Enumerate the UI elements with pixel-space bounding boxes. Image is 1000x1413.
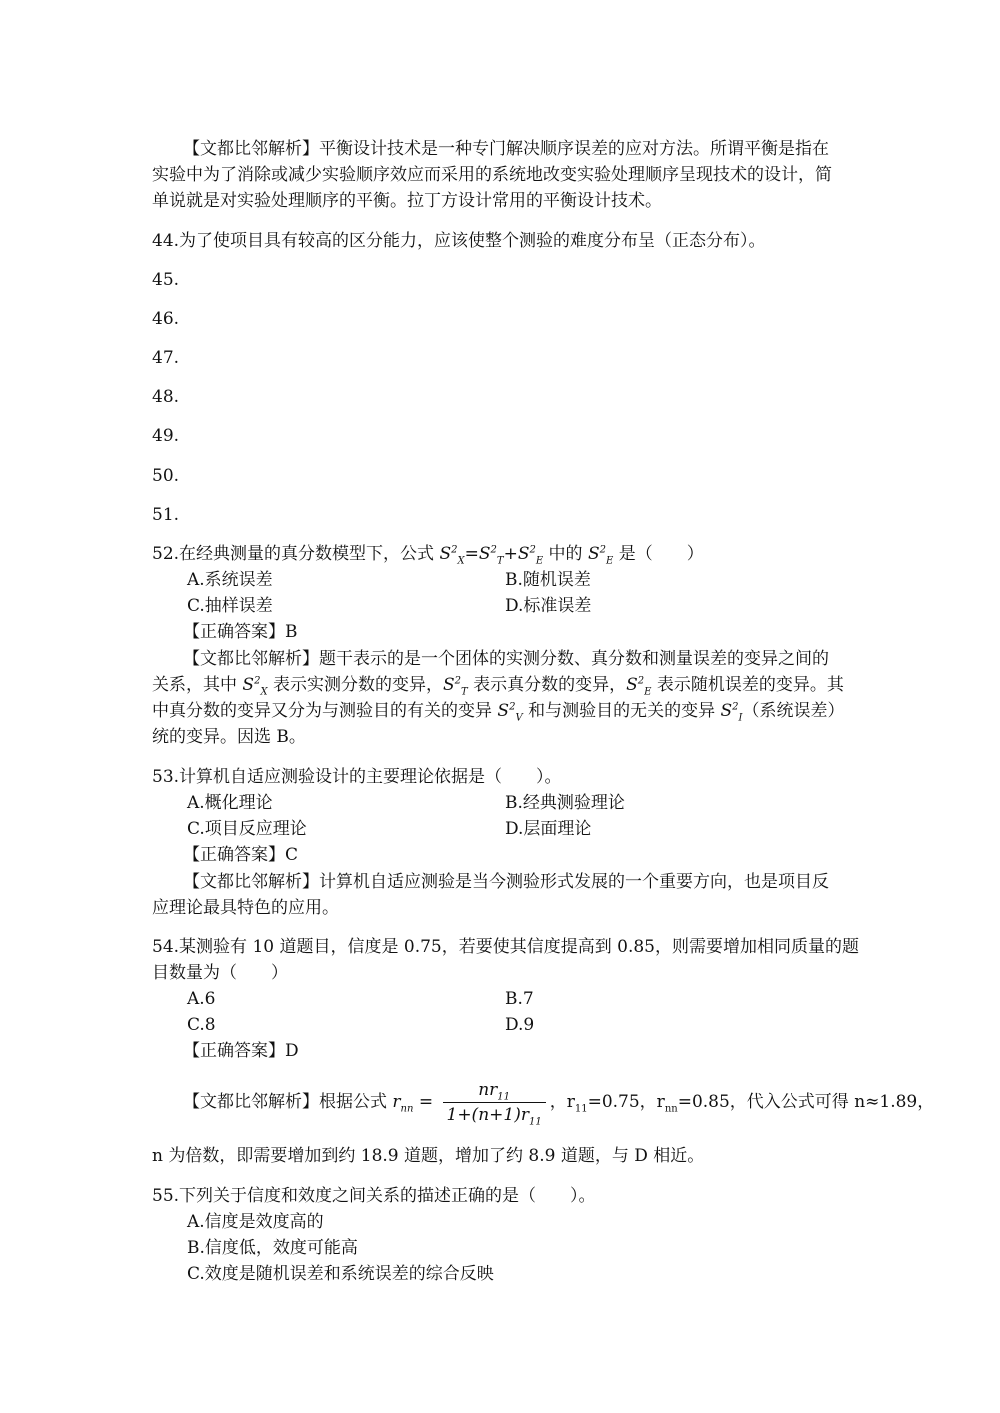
q54-analysis-line-1: 【文都比邻解析】根据公式 $r_{nn}$ = $\frac{nr_{11}}{1+(n+1)r_{11}}$ ，$r_{11}=0.75$，$r_{nn}=0.85$，代入公式可得 n≈1.89， xyxy=(183,1080,935,1128)
question-49-number: 49. xyxy=(152,426,180,446)
question-47-number: 47. xyxy=(152,348,180,368)
q52-option-c: C.抽样误差 xyxy=(187,596,273,616)
formula-se: $S^2_E$ xyxy=(517,544,544,567)
question-54-stem-line-1: 54.某测验有 10 道题目，信度是 0.75，若要使其信度提高到 0.85，则需要增加相同质量的题 xyxy=(152,937,859,957)
question-51-number: 51. xyxy=(152,505,180,525)
formula-sx: $S^2_X$ xyxy=(439,544,465,567)
question-52-stem: 52.在经典测量的真分数模型下，公式 $S^2_X=S^2_T+S^2_E$ 中的 $S^2_E$ 是（ ） xyxy=(152,544,704,567)
q54-option-c: C.8 xyxy=(187,1015,216,1035)
q54-option-b: B.7 xyxy=(505,989,534,1009)
q53-option-b: B.经典测验理论 xyxy=(505,793,625,813)
intro-analysis-line-3: 单说就是对实验处理顺序的平衡。拉丁方设计常用的平衡设计技术。 xyxy=(152,191,662,211)
formula-sv: $S^2_V$ xyxy=(497,701,523,724)
formula-st: $S^2_T$ xyxy=(478,544,504,567)
formula-se-2: $S^2_E$ xyxy=(626,675,652,698)
formula-sx-2: $S^2_X$ xyxy=(242,675,268,698)
question-46-number: 46. xyxy=(152,309,180,329)
q52-option-b: B.随机误差 xyxy=(505,570,591,590)
question-45-number: 45. xyxy=(152,270,180,290)
q52-analysis-line-1: 【文都比邻解析】题干表示的是一个团体的实测分数、真分数和测量误差的变异之间的 xyxy=(183,649,829,669)
formula-si: $S^2_I$ xyxy=(720,701,743,724)
fraction-numerator: $nr_{11}$ xyxy=(443,1078,546,1103)
question-53-stem: 53.计算机自适应测验设计的主要理论依据是（ ）。 xyxy=(152,767,562,787)
formula-rnn: $r_{nn}$ xyxy=(392,1092,414,1115)
q52-stem-prefix: 52.在经典测量的真分数模型下，公式 xyxy=(152,544,440,564)
q55-option-b: B.信度低，效度可能高 xyxy=(187,1238,358,1258)
q54-analysis-line-2: n 为倍数，即需要增加到约 18.9 道题，增加了约 8.9 道题，与 D 相近。 xyxy=(152,1146,705,1166)
q52-answer: 【正确答案】B xyxy=(183,622,298,642)
q53-option-d: D.层面理论 xyxy=(505,819,592,839)
question-54-stem-line-2: 目数量为（ ） xyxy=(152,963,288,983)
q54-option-d: D.9 xyxy=(505,1015,535,1035)
question-44: 44.为了使项目具有较高的区分能力，应该使整个测验的难度分布呈（正态分布）。 xyxy=(152,231,766,251)
q53-option-a: A.概化理论 xyxy=(187,793,273,813)
q52-option-a: A.系统误差 xyxy=(187,570,273,590)
q52-analysis-line-3: 中真分数的变异又分为与测验目的有关的变异 $S^2_V$ 和与测验目的无关的变异 $S^2_I$（系统误差） xyxy=(152,701,845,724)
q52-option-d: D.标准误差 xyxy=(505,596,592,616)
intro-analysis-line-2: 实验中为了消除或减少实验顺序效应而采用的系统地改变实验处理顺序呈现技术的设计，简 xyxy=(152,165,832,185)
q54-option-a: A.6 xyxy=(187,989,216,1009)
q53-option-c: C.项目反应理论 xyxy=(187,819,307,839)
q54-answer: 【正确答案】D xyxy=(183,1041,299,1061)
fraction-denominator: $1+(n+1)r_{11}$ xyxy=(446,1105,542,1128)
intro-analysis-line-1: 【文都比邻解析】平衡设计技术是一种专门解决顺序误差的应对方法。所谓平衡是指在 xyxy=(183,139,829,159)
spearman-brown-fraction xyxy=(443,1078,546,1127)
q55-option-a: A.信度是效度高的 xyxy=(187,1212,324,1232)
question-48-number: 48. xyxy=(152,387,180,407)
question-50-number: 50. xyxy=(152,466,180,486)
q53-analysis-line-2: 应理论最具特色的应用。 xyxy=(152,898,339,918)
q53-analysis-line-1: 【文都比邻解析】计算机自适应测验是当今测验形式发展的一个重要方向，也是项目反 xyxy=(183,872,829,892)
formula-st-2: $S^2_T$ xyxy=(442,675,468,698)
formula-se-target: $S^2_E$ xyxy=(587,544,614,567)
q52-analysis-line-2: 关系，其中 $S^2_X$ 表示实测分数的变异，$S^2_T$ 表示真分数的变异，$S^2_E$ 表示随机误差的变异。其 xyxy=(152,675,844,698)
question-55-stem: 55.下列关于信度和效度之间关系的描述正确的是（ ）。 xyxy=(152,1186,596,1206)
q53-answer: 【正确答案】C xyxy=(183,845,299,865)
q52-analysis-line-4: 统的变异。因选 B。 xyxy=(152,727,306,747)
q55-option-c: C.效度是随机误差和系统误差的综合反映 xyxy=(187,1264,494,1284)
